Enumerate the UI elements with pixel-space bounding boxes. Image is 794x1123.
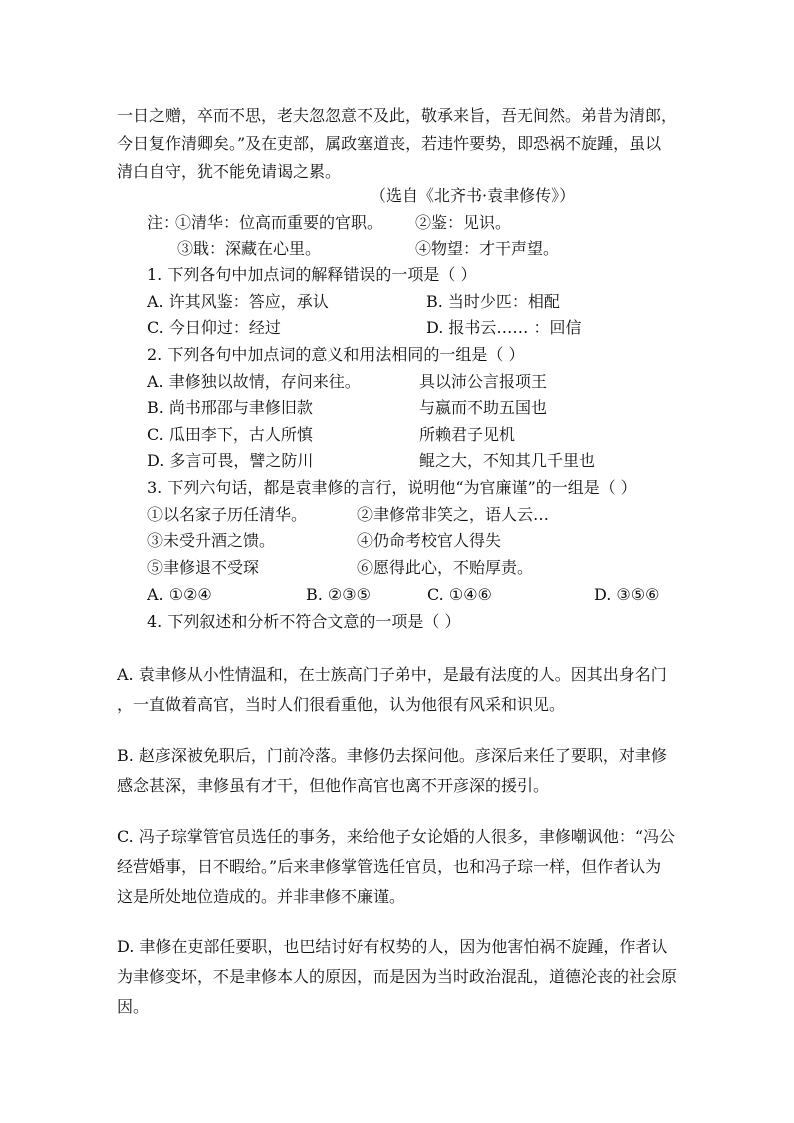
q2-stem: 2. 下列各句中加点词的意义和用法相同的一组是（ ） [147,345,525,364]
q4-option-c [117,822,677,912]
q4-option-b-line-1: B. 赵彦深被免职后，门前冷落。聿修仍去探问他。彦深后来任了要职，对聿修 [117,746,667,765]
q2-row-c-right: 所赖君子见机 [419,425,516,444]
q3-option-d: D. ③⑤⑥ [594,585,660,604]
note-1: ①清华：位高而重要的官职。 [175,213,384,232]
q1-stem: 1. 下列各句中加点词的解释错误的一项是（ ） [147,265,477,284]
q2-row-a-left: A. 聿修独以故情，存问来往。 [147,372,361,391]
q4-option-a-line-1: A. 袁聿修从小性情温和，在士族高门子弟中，是最有法度的人。因其出身名门 [117,665,667,684]
q2-row-b-left: B. 尚书邢邵与聿修旧款 [147,398,313,417]
notes-label: 注： [147,213,180,232]
q3-sentence-5: ⑤聿修退不受琛 [147,558,260,577]
q2-row-c-left: C. 瓜田李下，古人所慎 [147,425,313,444]
q1-option-a: A. 许其风鉴：答应，承认 [147,292,329,311]
q3-sentence-4: ④仍命考校官人得失 [357,531,502,550]
note-4: ④物望：才干声望。 [415,239,560,258]
passage-line-1: 一日之赠，卒而不思，老夫忽忽意不及此，敬承来旨，吾无间然。弟昔为清郎， [117,106,678,125]
q2-row-d-right: 鲲之大，不知其几千里也 [419,451,596,470]
q3-stem: 3. 下列六句话，都是袁聿修的言行，说明他“为官廉谨”的一组是（ ） [147,478,637,497]
q2-row-b-right: 与嬴而不助五国也 [419,398,548,417]
note-3: ③戢：深藏在心里。 [177,239,322,258]
q4-option-b-line-2: 感念甚深，聿修虽有才干，但他作高官也离不开彦深的援引。 [117,776,550,795]
passage-line-2: 今日复作清卿矣。”及在吏部，属政塞道丧，若违忤要势，即恐祸不旋踵，虽以 [117,134,662,153]
q2-row-a-right: 具以沛公言报项王 [419,372,548,391]
q4-option-c-line-1: C. 冯子琮掌管官员选任的事务，来给他子女论婚的人很多，聿修嘲讽他：“冯公 [117,827,676,846]
q3-sentence-6: ⑥愿得此心，不贻厚责。 [357,558,534,577]
q3-option-a: A. ①②④ [147,585,212,604]
q4-option-d-line-3: 因。 [117,997,150,1016]
q4-option-c-line-2: 经营婚事，日不暇给。”后来聿修掌管选任官员，也和冯子琮一样，但作者认为 [117,857,662,876]
q1-option-d: D. 报书云…… ：回信 [426,318,582,337]
q4-option-d-line-2: 为聿修变坏，不是聿修本人的原因，而是因为当时政治混乱，道德沦丧的社会原 [117,967,678,986]
q1-option-b: B. 当时少匹：相配 [426,292,560,311]
q4-option-c-line-3: 这是所处地位造成的。并非聿修不廉谨。 [117,887,406,906]
q3-sentence-1: ①以名家子历任清华。 [147,505,308,524]
passage-line-3: 清白自守，犹不能免请谒之累。 [117,162,342,181]
q1-option-c: C. 今日仰过：经过 [147,318,281,337]
q4-option-d-line-1: D. 聿修在吏部任要职，也巴结讨好有权势的人，因为他害怕祸不旋踵，作者认 [117,937,668,956]
q4-option-b [117,741,677,801]
q3-sentence-2: ②聿修常非笑之，语人云… [357,505,550,524]
note-2: ②鉴：见识。 [415,213,512,232]
passage-source: （选自《北齐书·袁聿修传》） [370,186,576,205]
q4-stem: 4. 下列叙述和分析不符合文意的一项是（ ） [147,612,461,631]
q3-option-c: C. ①④⑥ [427,585,492,604]
q4-option-a-line-2: ，一直做着高官，当时人们很看重他，认为他很有风采和识见。 [117,695,566,714]
q2-row-d-left: D. 多言可畏，譬之防川 [147,451,314,470]
q3-option-b: B. ②③⑤ [306,585,371,604]
q4-option-a [117,660,677,720]
q4-option-d [117,932,677,1022]
q3-sentence-3: ③未受升酒之馈。 [147,531,276,550]
